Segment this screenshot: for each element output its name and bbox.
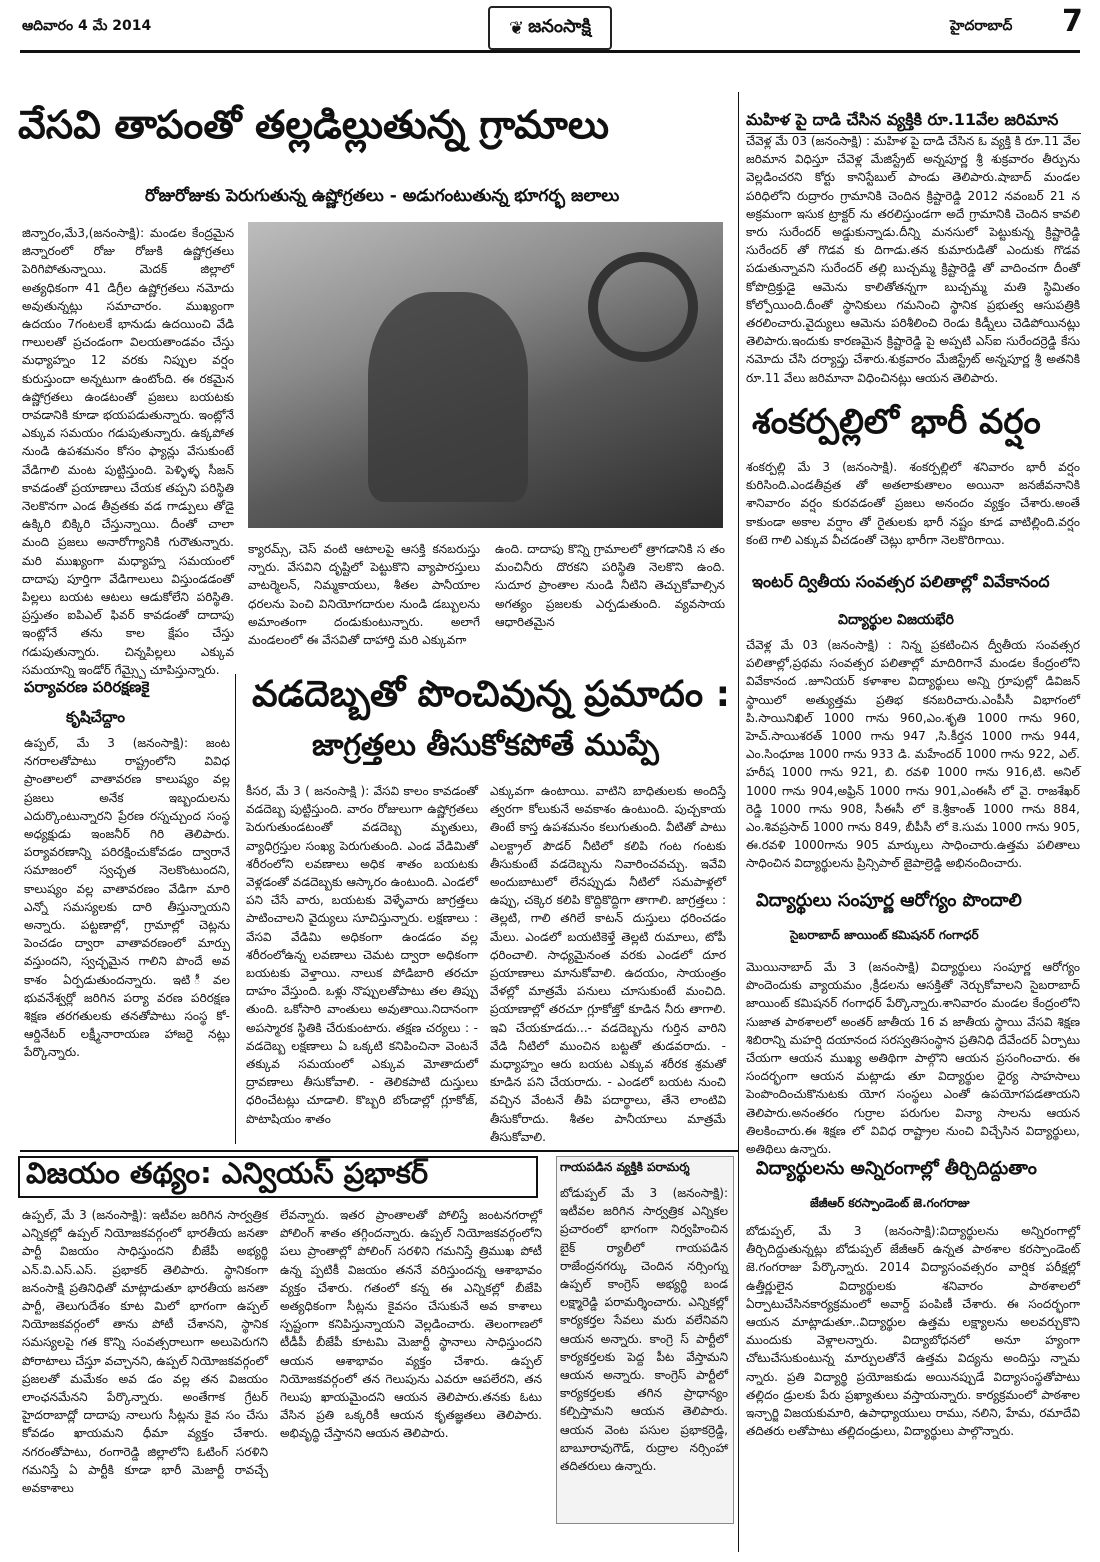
a3-title: శంకర్పల్లిలో భారీ వర్షం [752,402,1041,442]
a5-subtitle: సైబరాబాద్ జాయింట్ కమిషనర్ గంగాధర్ [790,928,979,942]
a7-body: ఉప్పల్, మే 3 (జనంసాక్షి): జంట నగరాలతోపాటు రాష్ట్రంలోని వివిధ ప్రాంతాలలో వాతావరణ కాలుష్యం వల్ల ప్రజలు అనేక ఇబ్బందులను ఎదుర్కొంటున్నారని ప్రేరణ రస్నచ్చుంద సంస్థ అధ్యక్షుడు ఇంజనీర్ గిరి తెలిపారు. పర్యావరణాన్ని పరిరక్షించుకోవడం ద్వారానే సమాజంలో స్వచ్ఛత నెలకొంటుందని, కాలుష్యం వల్ల వాతావరణం వేడిగా మారి ఎన్నో సమస్యలకు దారి తీస్తున్నాయని అన్నారు. పట్టణాల్లో, గ్రామాల్లో చెట్లను పెంచడం ద్వారా వాతావరణంలో మార్పు వస్తుందని, స్వచ్ఛమైన గాలిని పొందే అవ కాశం ఏర్పడుతుందన్నారు. ఇటి ీవల భువనేశ్వర్లో జరిగిన పర్యా వరణ పరిరక్షణ శిక్షణ తరగతులకు తనతోపాటు సంస్థ కో- ఆర్డినేటర్ లక్ష్మీనారాయణ హాజరై నట్లు పేర్కొన్నారు. [24,736,230,1060]
a9-col1: ఉప్పల్, మే 3 (జనంసాక్షి): ఇటీవల జరిగిన సార్వత్రిక ఎన్నికల్లో ఉప్పల్ నియోజకవర్గంలో భారతీయ జనతా పార్టీ విజయం సాధిస్తుందని బీజేపీ అభ్యర్థి ఎన్.వి.ఎస్.ఎస్. ప్రభాకర్ తెలిపారు. స్థానికంగా జనంసాక్షి ప్రతినిధితో మాట్లాడుతూ భారతీయ జనతా పార్టీ, తెలుగుదేశం కూట మిలో భాగంగా ఉప్పల్ నియోజకవర్గంలో తాను పోటీ చేశానని, స్థానిక సమస్యలపై గత కొన్ని సంవత్సరాలుగా అలుపెరుగని పోరాటాలు చేస్తూ వచ్చానని, ఉప్పల్ నియోజకవర్గంలో ప్రజలతో మమేకం అవ డం వల్ల తన విజయం లాంఛనమేనని పేర్కొన్నారు. అంతేగాక గ్రేటర్ హైదరాబాద్లో దాదాపు నాలుగు సీట్లను కైవ సం చేసు కోవడం ఖాయమని ధీమా వ్యక్తం చేశారు. నగరంతోపాటు, రంగారెడ్డి జిల్లాలోని ఓటింగ్ సరళిని గమనిస్తే ఏ పార్టీకి కూడా భారీ మెజార్టీ రావచ్చే అవకాశాలు [22,1208,268,1496]
a7-title: పర్యావరణ పరిరక్షణకై [24,678,150,696]
a5-title: విద్యార్థులు సంపూర్ణ ఆరోగ్యం పొందాలి [756,890,1022,911]
a6-subtitle: జేజీఆర్ కరస్పాండెంట్ జె.గంగరాజు [810,1196,970,1210]
a1-headline: వేసవి తాపంతో తల్లడిల్లుతున్న గ్రామాలు [18,103,609,148]
a9-title: విజయం తథ్యం: ఎన్వియస్ ప్రభాకర్ [18,1156,538,1198]
a7-subtitle: కృషిచేద్దాం [66,708,125,726]
a6-title: విద్యార్థులను అన్నిరంగాల్లో తీర్చిదిద్దుతాం [756,1158,1037,1179]
a8-subtitle: జాగ్రత్తలు తీసుకోకపోతే ముప్పే [312,728,659,763]
column-rule [738,92,739,1552]
edition-city: హైదరాబాద్ [950,18,1013,34]
a6-body: బోడుప్పల్, మే 3 (జనంసాక్షి):విద్యార్థులను అన్నిరంగాల్లో తీర్చిదిద్దుతున్నట్లు బోడుప్పల్ జేజీఆర్ ఉన్నత పాఠశాల కరస్పాండెంట్ జె.గంగరాజు పేర్కొన్నారు. 2014 విద్యాసంవత్సరం వార్షిక పరీక్షల్లో ఉత్తీర్ణులైన విద్యార్థులకు శనివారం పాఠశాలలో ఏర్పాటుచేసినకార్యక్రమంలో అవార్డ్ పంపిణీ చేశారు. ఈ సందర్భంగా ఆయన మాట్లాడుతూ..విద్యార్థుల ఉత్తమ లక్ష్యాలను అలవర్చుకొని ముందుకు వెళ్లాలన్నారు. విద్యాబోధనలో అనూ హ్యంగా చోటుచేసుకుంటున్న మార్పులతోనే ఉత్తమ విద్యను అందిస్తు న్నామ న్నారు. ప్రతి విద్యార్థి ప్రయోజకుడు అయినప్పుడే విద్యాసంస్థతోపాటు తల్లిదం డ్రులకు పేరు ప్రఖ్యాతులు వస్తాయన్నారు. కార్యక్రమంలో పాఠశాల ఇన్చార్జి విజయకుమారి, ఉపాధ్యాయులు రాము, నలిని, హేమ, రమాదేవి తదితరు లతోపాటు తల్లిదండ్రులు, విద్యార్థులు పాల్గొన్నారు. [746,1224,1080,1439]
news-photo [248,222,723,528]
riders-shape [368,292,528,502]
leaf-icon: ❦ [509,17,525,39]
masthead-logo-text: జనంసాక్షి [528,15,591,37]
a8-col2: ఎక్కువగా ఉంటాయి. వాటిని బాధితులకు అందిస్తే త్వరగా కోలుకునే అవకాశం ఉంటుంది. పుచ్చకాయ తింటే కాస్త ఉపశమనం కలుగుతుంది. వీటితో పాటు ఎలక్ట్రాల్ పౌడర్ నీటిలో కలిపి గంట గంటకు తీసుకుంటే వడదెబ్బను నివారించవచ్చు. ఇవేవి అందుబాటులో లేనప్పుడు నీటిలో సమపాళ్లలో ఉప్పు, చక్కెర కలిపి కొద్దికొద్దిగా తాగాలి. జాగ్రత్తలు : తెల్లటి, గాలి తగిలే కాటన్ దుస్తులు ధరించడం మేలు. ఎండలో బయటికెళ్తే తెల్లటి రుమాలు, టోపీ ధరించాలి. సాధ్యమైనంత వరకు ఎండలో దూర ప్రయాణాలు మానుకోవాలి. ఉదయం, సాయంత్రం వేళల్లో మాత్రమే పనులు చూసుకుంటే మంచిది. ప్రయాణాల్లో తరచూ గ్లూకోజ్తో కూడిన నీరు తాగాలి. ఇవి చేయకూడదు...- వడదెబ్బను గుర్తిన వారిని వేడి నీటిలో ముంచిన బట్టతో తుడవరాదు. - మధ్యాహ్నం ఆరు బయట ఎక్కువ శరీరక శ్రమతో కూడిన పని చేయరాదు. - ఎండలో బయట నుంచి వచ్చిన వేంటనే తీపి పదార్థాలు, తేనె లాంటివి తీసుకోరాదు. శీతల పానీయాలు మాత్రమే తీసుకోవాలి. [490,784,726,1144]
a5-body: మొయినాబాద్ మే 3 (జనంసాక్షి) విద్యార్థులు సంపూర్ణ ఆరోగ్యం పొందెందుకు వ్యాయమం ,క్రీడలను ఆసక్తితో నెర్చుకోవాలని సైబరాబాద్ జాయింట్ కమిషనర్ గంగాధర్ పేర్కొన్నారు.శానివారం మండల కేంద్రంలోని సుజాత పాఠశాలలో అంతర్ జాతీయ 16 వ జాతీయ స్థాయి వేసవి శిక్షణ శిబిరాన్ని మహర్షి దయానంద సరస్వతిసంస్థాన ప్రతినిధి దేవేందర్ ఏర్పాటు చేయగా ఆయన ముఖ్య అతిథిగా పాల్గొని ఆయన ప్రసంగించారు. ఈ సందర్భంగా ఆయన మట్లాడు తూ విద్యార్థుల ధైర్య సాహసాలు పెంపొందించుకొనుటకు యోగ సంస్థలు ఎంతో ఉపయోగపడతాయని తెలిపారు.అనంతరం గుర్రాల పరుగుల విన్యా సాలను ఆయన తిలకించారు.ఈ శిక్షణ లో వివిధ రాష్ట్రాల నుంచి విచ్చేసిన విద్యార్థులు, అతిథిలు ఉన్నారు. [746,960,1080,1157]
a1-col2: క్యారమ్స్, చెస్ వంటి ఆటాలపై ఆసక్తి కనబరుస్తు న్నారు. వేసవిని దృష్టిలో పెట్టుకొని వ్యాపారస్తులు వాటర్మెలన్, నిమ్మకాయలు, శీతల పానీయాల ధరలను పెంచి వినియోగదారుల నుండి డబ్బులను అమాంతంగా దండుకుంటున్నారు. అలాగే మండలంలో ఈ వేసవితో దాహార్తి మరి ఎక్కువగా [248,542,480,648]
a9-col2: లేవన్నారు. ఇతర ప్రాంతాలతో పోలిస్తే జంటనగరాల్లో పోలింగ్ శాతం తగ్గిందన్నారు. ఉప్పల్ నియోజకవర్గంలోని పలు ప్రాంతాల్లో పోలింగ్ సరళిని గమనిస్తే త్రిముఖ పోటీ ఉన్న ప్పటికీ విజయం తననే వరిస్తుందన్న ఆశాభావం వ్యక్తం చేశారు. గతంలో కన్న ఈ ఎన్నికల్లో బీజేపి అత్యధికంగా సీట్లను కైవసం చేసుకునే అవ కాశాలు స్పష్టంగా కనిపిస్తున్నాయని వెల్లడించారు. తెలంగాణలో టీడీపీ బీజేపీ కూటమి మెజార్టీ స్థానాలు సాధిస్తుందని ఆయన ఆశాభావం వ్యక్తం చేశారు. ఉప్పల్ నియోజకవర్గంలో తన గెలుపును ఎవరూ ఆపలేరని, తన గెలుపు ఖాయమైందని ఆయన తెలిపారు.తనకు ఓటు వేసిన ప్రతి ఒక్కరికీ ఆయన కృతజ్ఞతలు తెలిపారు. అభివృద్ధి చేస్తానని ఆయన తెలిపారు. [280,1208,542,1441]
a10-body: బోడుప్పల్ మే 3 (జనంసాక్షి): ఇటీవల జరిగిన సార్వత్రిక ఎన్నికల ప్రచారంలో భాగంగా నిర్వహించిన బైక్ ర్యాలీలో గాయపడిన రాజేంద్రనగర్కు చెందిన నర్సింగ్ను ఉప్పల్ కాంగ్రెస్ అభ్యర్థి బండ లక్ష్మారెడ్డి పరామర్శించారు. ఎన్నికల్లో కార్యకర్తల సేవలు మరు వలేనివని ఆయన అన్నారు. కాంగ్రె స్ పార్టీలో కార్యకర్తలకు పెద్ద పీట వేస్తామని ఆయన అన్నారు. కాంగ్రెస్ పార్టీలో కార్యకర్తలకు తగిన ప్రాధాన్యం కల్పిస్తామని ఆయన తెలిపారు. ఆయన వెంట పసుల ప్రభాకర్రెడ్డి, బాబూరావుగౌడ్, రుద్రాల నర్సింహా తదితరులు ఉన్నారు. [560,1186,728,1474]
page-number: 7 [1062,4,1083,39]
a1-col1: జిన్నారం,మే3,(జనంసాక్షి): మండల కేంద్రమైన జిన్నారంలో రోజు రోజుకి ఉష్ణోగ్రతలు పెరిగిపోతున్నాయి. మెదక్ జిల్లాలో అత్యధికంగా 41 డిగ్రీల ఉష్ణోగ్రతలు నమోదు అవుతున్నట్లు సమాచారం. ముఖ్యంగా ఉదయం 7గంటలకే భానుడు ఉదయించి వేడి గాలులతో ప్రచండంగా విలయతాండవం చేస్తు మధ్యాహ్నం 12 వరకు నిప్పుల వర్షం కురుస్తుందా అన్నటుగా ఉంటోంది. ఈ రకమైన ఉష్ణోగ్రతలు ఉండటంతో ప్రజలు బయటకు రావడానికి కూడా భయపడుతున్నారు. ఇంట్లోనే ఎక్కువ సమయం గడుపుతున్నారు. ఉక్కపోత నుండి ఉపశమనం కోసం ఫ్యాన్లు వేసుకుంటే వేడిగాలి మంట పుట్టిస్తుంది. పెళ్ళిళ్ళ సీజన్ కావడంతో ప్రయాణాలు చేయక తప్పని పరిస్థితి నెలకొనగా ఎండ తీవ్రతకు వడ గాడ్పులు తోడై ఉక్కిరి బిక్కిరి చేస్తున్నాయి. దీంతో చాలా మంది ప్రజలు అనారోగ్యానికి గురౌతున్నారు. మరి ముఖ్యంగా మధ్యాహ్న సమయంలో దాదాపు పూర్తిగా వేడిగాలులు విస్తుండడంతో పిల్లలు బయట ఆటలు ఆడుకోలేని పరిస్థితి. ప్రస్తుతం ఐపిఎల్ ఫివర్ కావడంతో దాదాపు ఇంట్లోనే తను కాల క్షేపం చేస్తు గడుపుతున్నారు. చిన్నపిల్లలు ఎక్కువ సమయాన్ని ఇండోర్ గేమ్స్పై చూపిస్తున్నారు. [22,226,234,677]
issue-date: ఆదివారం 4 మే 2014 [22,18,152,34]
a4-body: చేవెళ్ల మే 03 (జనంసాక్షి) : నిన్న ప్రకటించిన ద్వీతీయ సంవత్సర పలితాల్లో,ప్రథమ సంవత్సర పలితాల్లో మాదిరిగానే మండల కేంద్రంలోని వివేకానంద .జూనియర్ కళాశాల విద్యార్థులు అన్ని గ్రూపుల్లో డివిజన్ స్థాయిలో అత్యుత్తమ ప్రతిభ కనబరిచారు.ఎంపీసీ విభాగంలో పి.సాయినిఖిల్ 1000 గాను 960,ఎం.శృతి 1000 గాను 960, హెచ్.సాయిశరత్ 1000 గాను 947 ,సి.కీర్తన 1000 గాను 944, ఎం.సింధూజ 1000 గాను 933 డి. మహేందర్ 1000 గాను 922, ఎల్. హరీష 1000 గాను 921, బి. రవళి 1000 గాను 916,టి. అనిల్ 1000 గాను 904,అఫ్రిన్ 1000 గాను 901,ఎంఈసీ లో వై. రాజశేఖర్ రెడ్డి 1000 గాను 908, సీఈసీ లో కె.శ్రీకాంత్ 1000 గాను 884, ఎం.శివప్రసాద్ 1000 గాను 849, బీపీసీ లో కె.సుమ 1000 గాను 905, ఈ.రవళి 1000గాను 905 మార్కులు సాధించారు.ఉత్తమ పలితాలు సాధించిన విద్యార్థులను ప్రిన్సిపాల్ జైపాల్రెడ్డి అభినందించారు. [746,638,1080,871]
a8-col1: కీసర, మే 3 ( జనంసాక్షి ): వేసవి కాలం కావడంతో వడదెబ్బ పుట్టిస్తుంది. వారం రోజులుగా ఉష్ణోగ్రతలు పెరుగుతుండటంతో వడదెబ్బ మృతులు, వ్యాధిగ్రస్తుల సంఖ్య పెరుగుతుంది. ఎండ వేడిమితో శరీరంలోని లవణాలు అధిక శాతం బయటకు వెళ్లడంతో వడదెబ్బకు ఆస్కారం ఉంటుంది. ఎండలో పని చేసే వారు, బయటకు వెళ్ళేవారు జాగ్రత్తలు పాటించాలని వైద్యులు సూచిస్తున్నారు. లక్షణాలు : వేసవి వేడిమి అధికంగా ఉండడం వల్ల శరీరంలోఉన్న లవణాలు చెమట ద్వారా అధికంగా బయటకు వెళ్తాయి. నాలుక పోడిబారి తరచూ దాహం వేస్తుంది. ఒళ్లు నొప్పులతోపాటు తల తిప్పు తుంది. ఒకోసారి వాంతులు అవుతాయి.నిదానంగా అపస్మారక స్థితికి చేరుకుంటారు. తక్షణ చర్యలు : - వడదెబ్బ లక్షణాలు ఏ ఒక్కటి కనిపించినా వెంటనే తక్కువ సమయంలో ఎక్కువ మోతాదులో ద్రావణాలు తీసుకోవాలి. - తెలికపాటి దుస్తులు ధరించేటట్లు చూడాలి. కొబ్బరి బోండాల్లో గ్లూకోజ్, పొటాషియం శాతం [246,784,478,1126]
masthead-logo [488,6,612,50]
a2-title: మహిళ పై దాడి చేసిన వ్యక్తికి రూ.11వేల జరిమాన [746,110,1081,134]
logo-sign-icon [588,252,698,362]
a4-subtitle: విద్యార్థుల విజయభేరి [838,612,954,628]
a4-title: ఇంటర్ ద్వితీయ సంవత్సర పలితాల్లో వివేకానంద [752,572,1050,591]
a1-col3: ఉంది. దాదాపు కొన్ని గ్రామాలలో త్రాగడానికి స తం మంచినీరు దొరకని పరిస్థితి నెలకొని ఉంది. సుదూర ప్రాంతాల నుండి నీటిని తెచ్చుకోవాల్సిన అగత్యం ప్రజలకు ఎర్పడుతుంది. వ్యవసాయ ఆధారితమైన [495,542,725,629]
a1-subhead: రోజురోజుకు పెరుగుతున్న ఉష్ణోగ్రతలు - అడుగంటుతున్న భూగర్భ జలాలు [145,186,620,206]
a8-title: వడదెబ్బతో పొంచివున్న ప్రమాదం : [252,674,731,715]
a2-body: చేవెళ్ల మే 03 (జనంసాక్షి) : మహిళ పై దాడి చేసిన ఓ వ్యక్తి కి రూ.11 వేల జరిమాన విధిస్తూ చేవెళ్ల మేజిస్ట్రేట్ అన్నపూర్ణ శ్రీ శుక్రవారం తీర్పును వెల్లడించరని కోర్టు కానిస్టేబుల్ పాండు తెలిపారు.షాబాద్ మండల పరిధిలోని రుద్రారం గ్రామానికి చెందిన క్రిష్టారెడ్డి 2012 నవంబర్ 21 న అక్రమంగా ఇసుక ట్రాక్టర్ ను తరలిస్తుండగా అదే గ్రామానికి చెందిన కావలి కారు సురేందర్ అడ్డుకున్నాడు.దీన్ని మనసులో పెట్టుకున్న క్రిష్టారెడ్డి సురేందర్ తో గొడవ కు దిగాడు.తన కుమారుడితో ఎందుకు గొడవ పడుతున్నావని సురేందర్ తల్లి బుచ్చమ్మ క్రిష్టారెడ్డి తో వాదించగా దీంతో కోపొద్రిక్తుడై ఆమెను కాలితోతన్నగా బుచ్చమ్మ మతి స్థిమితం కోల్పోయింది.దీంతో స్థానికులు గమనించి స్థానిక ప్రభుత్వ ఆసుపత్రికి తరలించారు.వైద్యులు ఆమెను పరిశీలించి రెండు కిడ్నీలు చెడిపోయినట్లు తెలిపారు.ఇందుకు కారణమైన క్రిష్టారెడ్డి పై అప్పటి ఎస్ఐ సురేందర్రెడ్డి కేసు నమోదు చేసి దర్యాప్తు చేశారు.శుక్రవారం మేజిస్ట్రేట్ అన్నపూర్ణ శ్రీ అతనికి రూ.11 వేలు జరిమానా విధించినట్లు ఆయన తెలిపారు. [746,134,1080,385]
section-rule [20,1150,738,1152]
a10-title: గాయపడిన వ్యక్తికి పరామర్శ [560,1160,690,1174]
a3-body: శంకర్పల్లి మే 3 (జనంసాక్షి). శంకర్పల్లిలో శనివారం భారీ వర్షం కురిసింది.ఎండతీవ్రత తో అతలాకుతాలం అయినా జనజీవనానికి శానివారం వర్షం కురవడంతో ప్రజలు అనందం వ్యక్తం చేశారు.అంతే కాకుండా అకాల వర్షాం తో రైతులకు భారీ నష్టం కూడ వాటిల్లింది.వర్షం కంటె గాలి ఎక్కువ వీచడంతో చెట్లు భారీగా నెలకొరిగాయి. [746,460,1080,547]
header-rule [20,50,1080,53]
